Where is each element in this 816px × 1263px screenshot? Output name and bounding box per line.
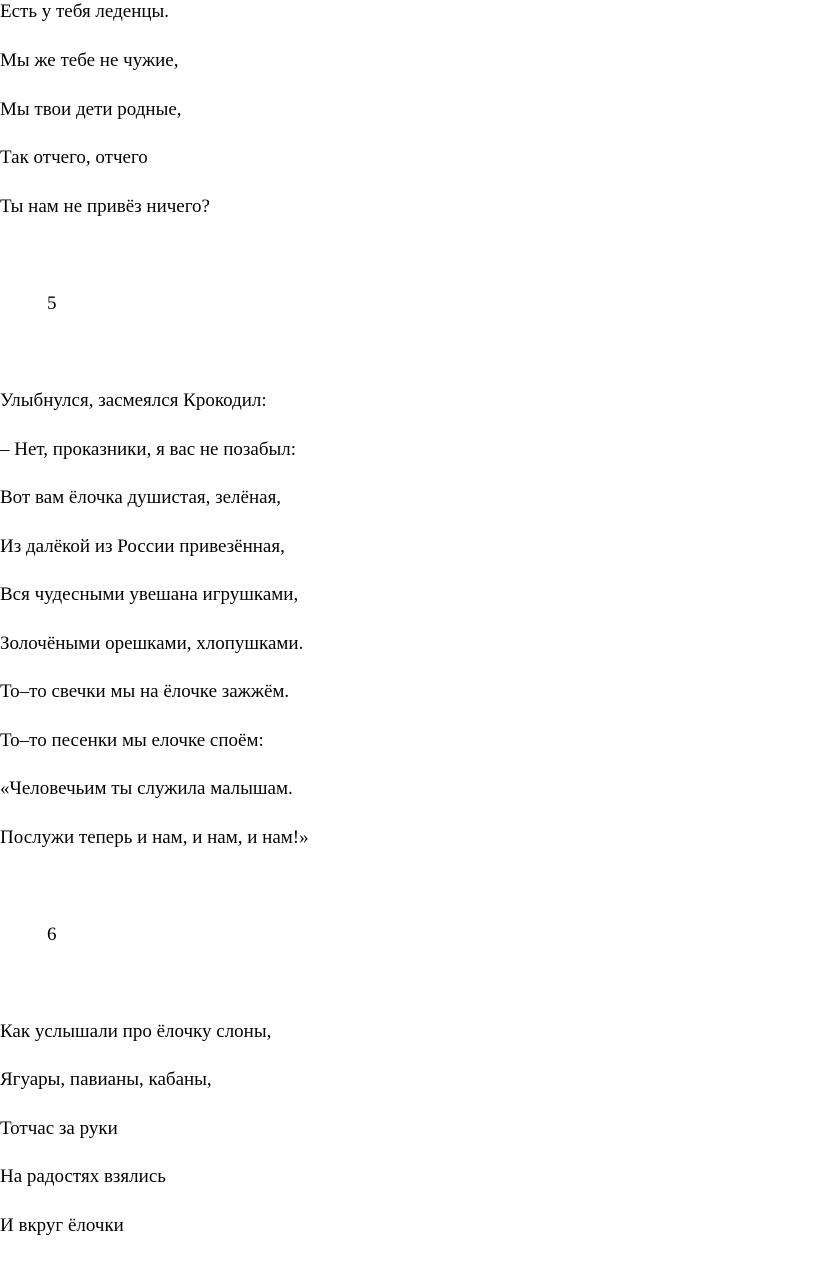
poem-line: Тотчас за руки [0, 1118, 118, 1139]
poem-line: На радостях взялись [0, 1166, 166, 1187]
poem-line: Как услышали про ёлочку слоны, [0, 1021, 272, 1042]
poem-line: Вся чудесными увешана игрушками, [0, 584, 299, 605]
poem-line: Есть у тебя леденцы. [0, 1, 170, 22]
poem-line: Ты нам не привёз ничего? [0, 196, 210, 217]
poem-line: Послужи теперь и нам, и нам, и нам!» [0, 827, 309, 848]
stanza-number: 5 [47, 293, 57, 314]
poem-line: Улыбнулся, засмеялся Крокодил: [0, 390, 267, 411]
poem-line: То–то свечки мы на ёлочке зажжём. [0, 681, 290, 702]
poem-line: Ягуары, павианы, кабаны, [0, 1069, 212, 1090]
poem-line: – Нет, проказники, я вас не позабыл: [0, 439, 297, 460]
poem-line: То–то песенки мы елочке споём: [0, 730, 264, 751]
poem-line: Мы же тебе не чужие, [0, 50, 179, 71]
stanza-number: 6 [47, 924, 57, 945]
poem-line: Вот вам ёлочка душистая, зелёная, [0, 487, 282, 508]
poem-line: И вкруг ёлочки [0, 1215, 124, 1236]
poem-line: «Человечьим ты служила малышам. [0, 778, 293, 799]
poem-line: Из далёкой из России привезённая, [0, 536, 285, 557]
poem-line: Мы твои дети родные, [0, 99, 182, 120]
poem-line: Золочёными орешками, хлопушками. [0, 633, 304, 654]
poem-line: Так отчего, отчего [0, 147, 148, 168]
